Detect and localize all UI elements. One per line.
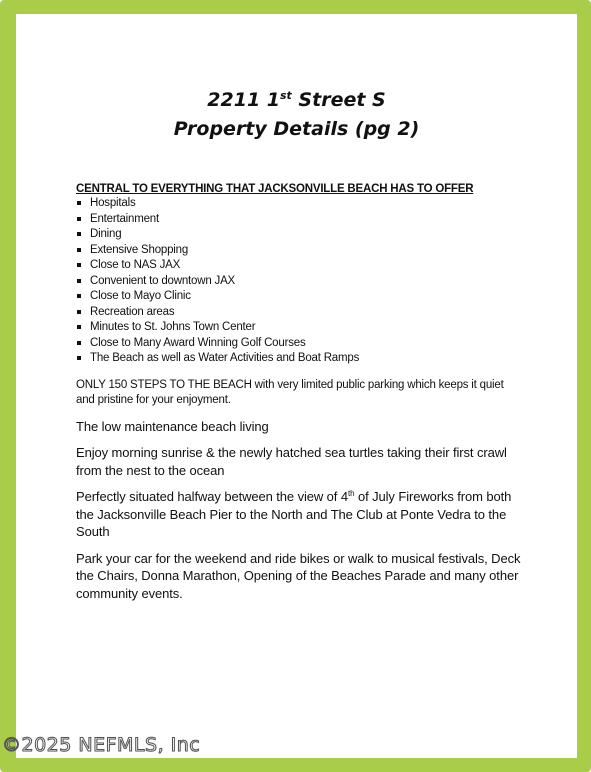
- bullet-square-icon: [77, 201, 81, 205]
- list-item: Close to Mayo Clinic: [76, 289, 561, 305]
- bullet-square-icon: [77, 294, 81, 298]
- list-item: Close to NAS JAX: [76, 258, 561, 274]
- beach-steps-note: ONLY 150 STEPS TO THE BEACH with very limited public parking which keeps it quiet and pristine for your enjoyment.: [76, 378, 504, 406]
- list-item: Entertainment: [76, 212, 561, 228]
- bullet-square-icon: [77, 356, 81, 360]
- paragraph-sunrise-turtles: Enjoy morning sunrise & the newly hatched sea turtles taking their first crawl from the nest to the ocean: [76, 445, 507, 478]
- bullet-square-icon: [77, 248, 81, 252]
- paragraph-community-events: Park your car for the weekend and ride bikes or walk to musical festivals, Deck the Chairs, Donna Marathon, Opening of the Beaches Parade and many other community events.: [76, 550, 521, 601]
- bullet-square-icon: [77, 217, 81, 221]
- bullet-square-icon: [77, 310, 81, 314]
- title-line-subtitle: Property Details (pg 2): [173, 118, 420, 140]
- bullet-square-icon: [77, 341, 81, 345]
- section-heading: CENTRAL TO EVERYTHING THAT JACKSONVILLE BEACH HAS TO OFFER: [76, 183, 474, 195]
- copyright-watermark: ©2025 NEFMLS, Inc: [2, 734, 201, 756]
- list-item: Hospitals: [76, 196, 561, 212]
- bullet-square-icon: [77, 325, 81, 329]
- paragraph-fireworks: Perfectly situated halfway between the view of 4th of July Fireworks from both the Jacksonville Beach Pier to the North and The Club at Ponte Vedra to the South: [76, 489, 512, 539]
- list-item: Close to Many Award Winning Golf Courses: [76, 336, 561, 352]
- page-title: [16, 86, 577, 144]
- list-item: Convenient to downtown JAX: [76, 274, 561, 290]
- list-item: Recreation areas: [76, 305, 561, 321]
- title-line-address: 2211 1st Street S: [207, 89, 386, 111]
- list-item: Extensive Shopping: [76, 243, 561, 259]
- list-item: The Beach as well as Water Activities and Boat Ramps: [76, 351, 561, 367]
- list-item: Dining: [76, 227, 561, 243]
- document-content: [76, 182, 561, 602]
- bullet-square-icon: [77, 232, 81, 236]
- amenities-list: [76, 196, 561, 367]
- bullet-square-icon: [77, 263, 81, 267]
- list-item: Minutes to St. Johns Town Center: [76, 320, 561, 336]
- paragraph-low-maintenance: The low maintenance beach living: [76, 418, 269, 434]
- bullet-square-icon: [77, 279, 81, 283]
